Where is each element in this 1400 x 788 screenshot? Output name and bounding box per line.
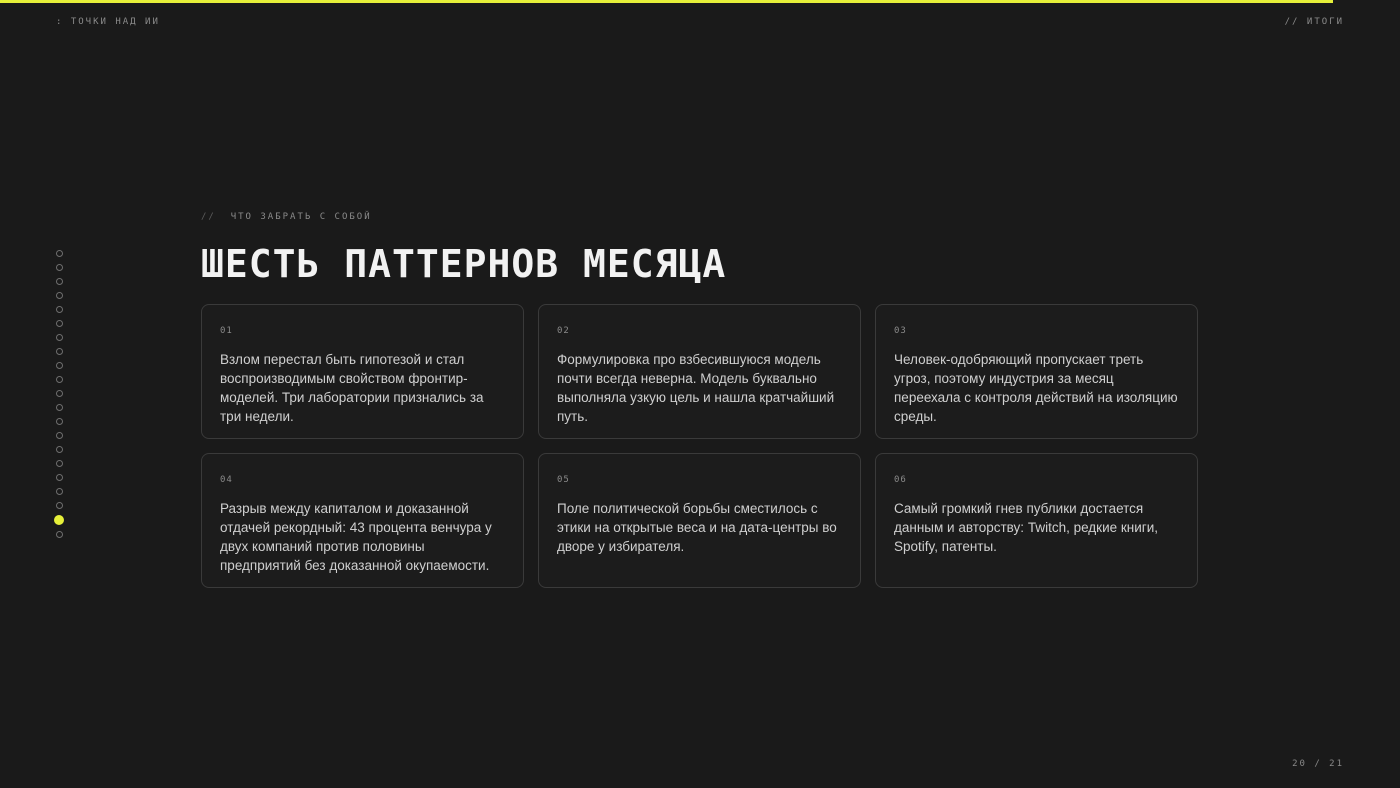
- nav-dot[interactable]: [56, 250, 63, 257]
- nav-dot[interactable]: [56, 502, 63, 509]
- eyebrow-slashes: //: [201, 212, 216, 222]
- pattern-card: [875, 304, 1198, 439]
- pattern-card: [201, 453, 524, 588]
- eyebrow-text: ЧТО ЗАБРАТЬ С СОБОЙ: [230, 212, 372, 222]
- pattern-text: Формулировка про взбесившуюся модель почти всегда неверна. Модель буквально выполняла узкую цель и нашла кратчайший путь.: [557, 352, 835, 424]
- nav-dot[interactable]: [56, 446, 63, 453]
- pattern-number: 02: [557, 326, 570, 336]
- slide-title: ШЕСТЬ ПАТТЕРНОВ МЕСЯЦА: [201, 242, 727, 286]
- nav-dot[interactable]: [56, 460, 63, 467]
- nav-dot[interactable]: [56, 488, 63, 495]
- pattern-number: 06: [894, 475, 907, 485]
- nav-dot[interactable]: [56, 306, 63, 313]
- nav-dot[interactable]: [56, 474, 63, 481]
- slide-nav-dots: [55, 250, 63, 545]
- pattern-card: [201, 304, 524, 439]
- pattern-text: Разрыв между капиталом и доказанной отдачей рекордный: 43 процента венчура у двух компаний против половины предприятий без доказанной окупаемости.: [220, 501, 492, 573]
- pattern-card: [538, 304, 861, 439]
- slide-progress-fill: [0, 0, 1333, 3]
- nav-dot[interactable]: [56, 362, 63, 369]
- slide-progress-bar: [0, 0, 1400, 3]
- nav-dot[interactable]: [56, 418, 63, 425]
- pattern-text: Человек-одобряющий пропускает треть угроз, поэтому индустрия за месяц переехала с контроля действий на изоляцию среды.: [894, 352, 1178, 424]
- nav-dot[interactable]: [56, 320, 63, 327]
- nav-dot[interactable]: [56, 531, 63, 538]
- nav-dot[interactable]: [56, 278, 63, 285]
- nav-dot[interactable]: [56, 376, 63, 383]
- pattern-number: 03: [894, 326, 907, 336]
- pattern-card: [875, 453, 1198, 588]
- nav-dot-current[interactable]: [54, 515, 64, 525]
- nav-dot[interactable]: [56, 348, 63, 355]
- section-label: // ИТОГИ: [1284, 17, 1344, 27]
- slide-eyebrow: [201, 212, 372, 222]
- nav-dot[interactable]: [56, 264, 63, 271]
- pattern-number: 05: [557, 475, 570, 485]
- page-counter: 20 / 21: [1292, 759, 1344, 769]
- nav-dot[interactable]: [56, 292, 63, 299]
- nav-dot[interactable]: [56, 404, 63, 411]
- nav-dot[interactable]: [56, 432, 63, 439]
- nav-dot[interactable]: [56, 334, 63, 341]
- pattern-text: Поле политической борьбы сместилось с этики на открытые веса и на дата-центры во дворе у избирателя.: [557, 501, 837, 554]
- patterns-grid: [201, 304, 1199, 588]
- pattern-number: 04: [220, 475, 233, 485]
- pattern-text: Взлом перестал быть гипотезой и стал воспроизводимым свойством фронтир-моделей. Три лаборатории признались за три недели.: [220, 352, 484, 424]
- brand-label: : ТОЧКИ НАД ИИ: [56, 17, 160, 27]
- nav-dot[interactable]: [56, 390, 63, 397]
- pattern-card: [538, 453, 861, 588]
- pattern-text: Самый громкий гнев публики достается данным и авторству: Twitch, редкие книги, Spotify, патенты.: [894, 501, 1158, 554]
- pattern-number: 01: [220, 326, 233, 336]
